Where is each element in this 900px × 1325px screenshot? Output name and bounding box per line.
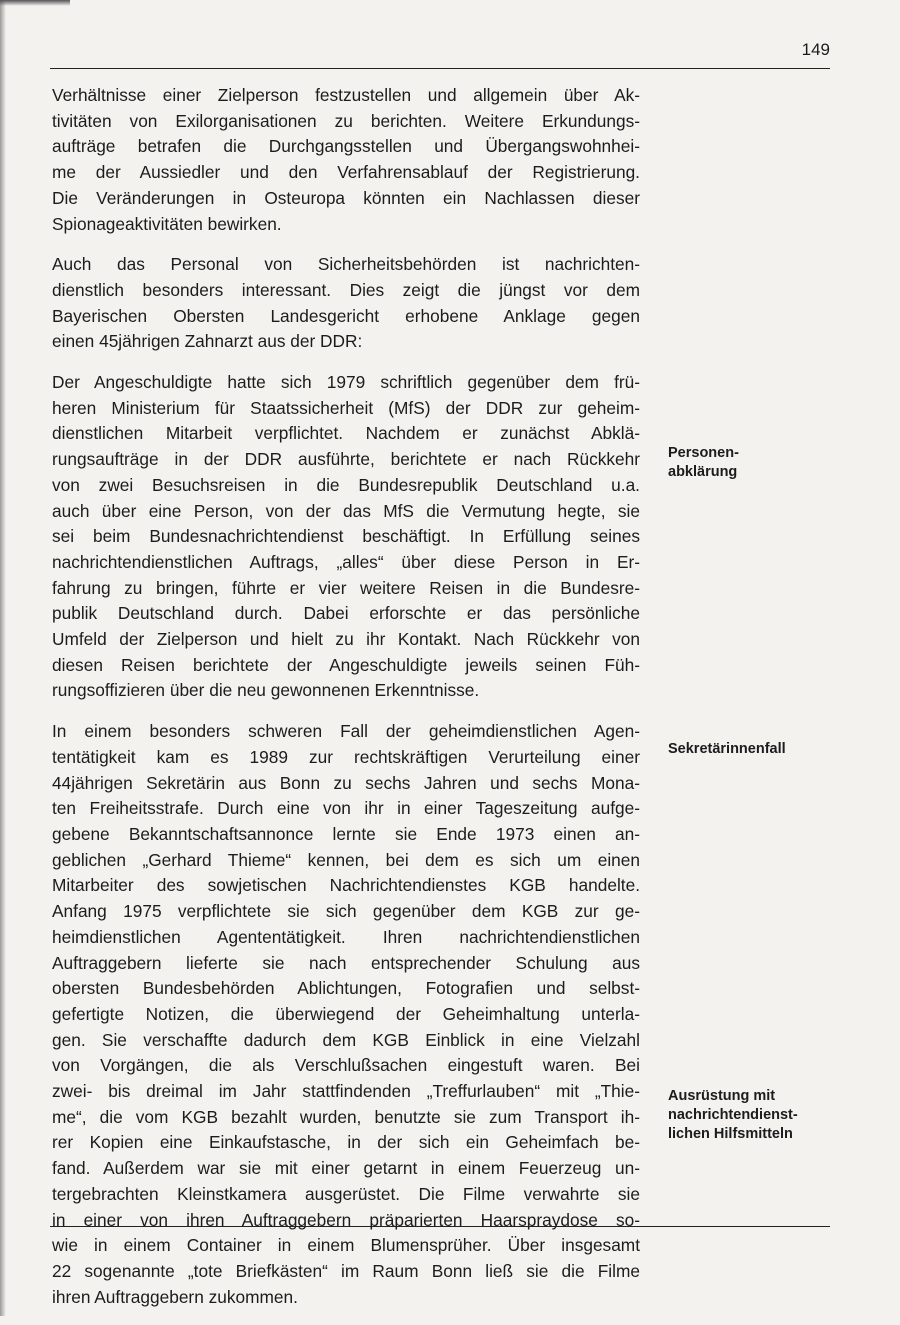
text-line: In einem besonders schweren Fall der geheimdienstlichen Agen- [52,721,640,742]
margin-note-sekretaerinnenfall [668,740,848,759]
scan-corner-shadow [0,0,70,6]
text-line: von zwei Besuchsreisen in die Bundesrepublik Deutschland u.a. [52,474,640,495]
footer-rule [50,1226,830,1227]
text-line: wie in einem Container in einem Blumensprüher. Über insgesamt [52,1235,640,1256]
text-line: Verhältnisse einer Zielperson festzustellen und allgemein über Ak- [52,85,640,105]
text-line: einen 45jährigen Zahnarzt aus der DDR: [52,331,363,352]
paragraph [52,252,640,355]
margin-note-ausruestung [668,1087,848,1144]
margin-note-line: abklärung [668,464,738,480]
text-line: Auftraggebern lieferte sie nach entsprechender Schulung aus [52,952,640,973]
body-text [52,83,640,1325]
margin-note-line: Personen- [668,445,739,461]
text-line: dienstlich besonders interessant. Dies zeigt die jüngst vor dem [52,279,640,300]
text-line: geblichen „Gerhard Thieme“ kennen, bei dem es sich um einen [52,849,640,870]
text-line: nachrichtendienstlichen Auftrags, „alles“ über diese Person in Er- [52,551,640,572]
paragraph [52,370,640,704]
text-line: Anfang 1975 verpflichtete sie sich gegenüber dem KGB zur ge- [52,901,640,922]
text-line: fahrung zu bringen, führte er vier weitere Reisen in die Bundesre- [52,577,640,598]
text-line: 22 sogenannte „tote Briefkästen“ im Raum Bonn ließ sie die Filme [52,1260,640,1281]
text-line: rer Kopien eine Einkaufstasche, in der sich ein Geheimfach be- [52,1132,640,1153]
margin-note-personenabklaerung [668,444,848,482]
text-line: dienstlichen Mitarbeit verpflichtet. Nachdem er zunächst Abklä- [52,423,640,444]
paragraph [52,83,640,237]
text-line: gefertigte Notizen, die überwiegend der Geheimhaltung unterla- [52,1003,640,1024]
text-line: Bayerischen Obersten Landesgericht erhobene Anklage gegen [52,305,640,326]
text-line: ihren Auftraggebern zukommen. [52,1286,298,1307]
scan-edge-shadow [0,0,6,1316]
text-line: me“, die vom KGB bezahlt wurden, benutzte sie zum Transport ih- [52,1106,640,1127]
text-line: heren Ministerium für Staatssicherheit (MfS) der DDR zur geheim- [52,397,640,418]
text-line: publik Deutschland durch. Dabei erforschte er das persönliche [52,603,640,624]
text-line: Umfeld der Zielperson und hielt zu ihr Kontakt. Nach Rückkehr von [52,629,640,650]
text-line: Spionageaktivitäten bewirken. [52,213,282,234]
margin-note-line: Sekretärinnenfall [668,741,786,757]
text-line: 44jährigen Sekretärin aus Bonn zu sechs Jahren und sechs Mona- [52,772,640,793]
text-line: obersten Bundesbehörden Ablichtungen, Fotografien und selbst- [52,978,640,999]
text-line: Auch das Personal von Sicherheitsbehörden ist nachrichten- [52,254,640,275]
text-line: gen. Sie verschaffte dadurch dem KGB Einblick in eine Vielzahl [52,1029,640,1050]
text-line: gebene Bekanntschaftsannonce lernte sie Ende 1973 einen an- [52,823,640,844]
text-line: rungsoffizieren über die neu gewonnenen Erkenntnisse. [52,680,480,701]
text-line: aufträge betrafen die Durchgangsstellen und Übergangswohnhei- [52,136,640,157]
text-line: von Vorgängen, die als Verschlußsachen eingestuft waren. Bei [52,1055,640,1076]
text-line: diesen Reisen berichtete der Angeschuldigte jeweils seinen Füh- [52,654,640,675]
text-line: heimdienstlichen Agententätigkeit. Ihren nachrichtendienstlichen [52,926,640,947]
text-line: zwei- bis dreimal im Jahr stattfindenden „Treffurlauben“ mit „Thie- [52,1081,640,1102]
text-line: in einer von ihren Auftraggebern präparierten Haarspraydose so- [52,1209,640,1230]
text-line: tergebrachten Kleinstkamera ausgerüstet. Die Filme verwahrte sie [52,1183,640,1204]
text-line: auch über eine Person, von der das MfS die Vermutung hegte, sie [52,500,640,521]
text-line: fand. Außerdem war sie mit einer getarnt in einem Feuerzeug un- [52,1158,640,1179]
text-line: Mitarbeiter des sowjetischen Nachrichtendienstes KGB handelte. [52,875,640,896]
text-line: tentätigkeit kam es 1989 zur rechtskräftigen Verurteilung einer [52,746,640,767]
text-line: Die Veränderungen in Osteuropa könnten ein Nachlassen dieser [52,187,640,208]
text-line: sei beim Bundesnachrichtendienst beschäftigt. In Erfüllung seines [52,526,640,547]
text-line: rungsaufträge in der DDR ausführte, berichtete er nach Rückkehr [52,449,640,470]
header-rule [50,68,830,69]
margin-note-line: lichen Hilfsmitteln [668,1126,793,1142]
page-number: 149 [801,40,830,59]
text-line: me der Aussiedler und den Verfahrensablauf der Registrierung. [52,162,640,183]
text-line: ten Freiheitsstrafe. Durch eine von ihr in einer Tageszeitung aufge- [52,798,640,819]
text-line: tivitäten von Exilorganisationen zu berichten. Weitere Erkundungs- [52,110,640,131]
paragraph [52,719,640,1310]
text-line: Der Angeschuldigte hatte sich 1979 schriftlich gegenüber dem frü- [52,372,640,393]
margin-note-line: Ausrüstung mit [668,1088,776,1104]
margin-note-line: nachrichtendienst- [668,1107,798,1123]
